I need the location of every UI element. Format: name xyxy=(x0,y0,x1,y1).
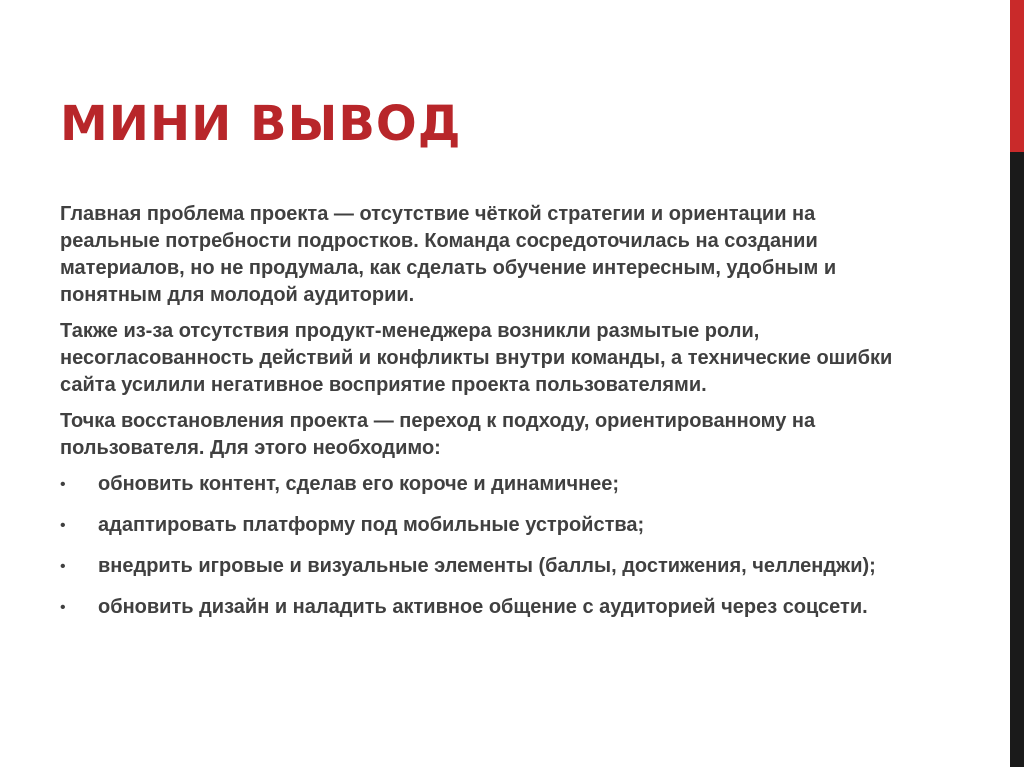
bullet-icon: • xyxy=(60,558,66,575)
paragraph-main-problem: Главная проблема проекта — отсутствие чёткой стратегии и ориентации на реальные потребности подростков. Команда сосредоточилась на создании материалов, но не продумала, как сделать обучение интересным, удобным и понятным для молодой аудитории. xyxy=(60,203,837,306)
list-item-text: внедрить игровые и визуальные элементы (баллы, достижения, челленджи); xyxy=(98,555,876,577)
slide-body xyxy=(60,201,910,635)
accent-bar-red xyxy=(1010,0,1024,152)
list-item xyxy=(60,512,910,539)
list-item xyxy=(60,471,910,498)
paragraph-recovery-point: Точка восстановления проекта — переход к подходу, ориентированному на пользователя. Для этого необходимо: xyxy=(60,410,816,459)
list-item-text: обновить контент, сделав его короче и динамичнее; xyxy=(98,473,620,495)
bullet-icon: • xyxy=(60,517,66,534)
list-item xyxy=(60,594,910,621)
bullet-icon: • xyxy=(60,476,66,493)
list-item-text: обновить дизайн и наладить активное общение с аудиторией через соцсети. xyxy=(98,596,868,618)
bullet-list xyxy=(60,471,910,621)
bullet-icon: • xyxy=(60,599,66,616)
paragraph-team-issues: Также из-за отсутствия продукт-менеджера возникли размытые роли, несогласованность действий и конфликты внутри команды, а технические ошибки сайта усилили негативное восприятие проекта пользователями. xyxy=(60,320,893,396)
accent-bar-black xyxy=(1010,152,1024,767)
list-item-text: адаптировать платформу под мобильные устройства; xyxy=(98,514,645,536)
list-item xyxy=(60,553,910,580)
slide-title: МИНИ ВЫВОД xyxy=(60,96,462,152)
